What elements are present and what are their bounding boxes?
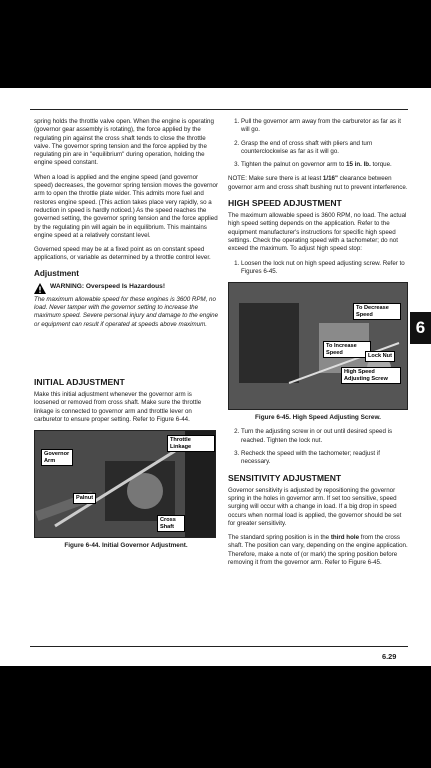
- figure-6-45-photo: [228, 282, 408, 410]
- paragraph: [228, 534, 408, 567]
- step-item: 2. Turn the adjusting screw in or out until desired speed is reached. Tighten the lock nut.: [241, 428, 408, 445]
- section-tab: 6: [410, 312, 431, 344]
- label-high-speed-adjusting-screw: High Speed Adjusting Screw: [341, 367, 401, 384]
- warning-icon: [34, 283, 46, 294]
- left-column: [34, 118, 218, 556]
- warning-body: The maximum allowable speed for these engines is 3600 RPM, no load. Never tamper with the governor setting to increase the maximum speed. Severe personal injury and damage to the engine or equipment can result if operated at speeds above maximum.: [34, 295, 219, 328]
- label-palnut: Palnut: [73, 493, 96, 503]
- paragraph: spring holds the throttle valve open. When the engine is operating (governor gear assembly is rotating), the force applied by the regulating pin against the cross shaft tends to close the throttle valve. The governor spring tension and the force applied by the regulating pin are in "equilibrium" during operation, holding the engine speed constant.: [34, 118, 214, 167]
- paragraph: When a load is applied and the engine speed (and governor speed) decreases, the governor spring tension moves the governor arm to open the throttle plate wider. This admits more fuel and restores engine speed. (This action takes place very rapidly, so a reduction in speed is hardly noticed.) As the speed reaches the governed setting, the governor spring tension and the force applied by the regulating pin will again be in equilibrium. This maintains engine speed at a relatively constant level.: [34, 173, 219, 239]
- paragraph: The maximum allowable speed is 3600 RPM, no load. The actual high speed setting depends on the application. Refer to the equipment manufacturer's instructions for specific high speed settings. Check the operating speed with a tachometer; do not exceed the maximum. To adjust high speed stop:: [228, 212, 407, 253]
- initial-steps-list: [228, 118, 408, 169]
- sens-text: The standard spring position is in the: [228, 534, 331, 542]
- step-item: [241, 161, 408, 169]
- step-item: 2. Grasp the end of cross shaft with pliers and turn counterclockwise as far as it will go.: [241, 140, 408, 157]
- note-text: NOTE: Make sure there is at least: [228, 175, 323, 183]
- step-item: 1. Loosen the lock nut on high speed adjusting screw. Refer to Figures 6-45.: [241, 260, 408, 277]
- label-to-decrease-speed: To Decrease Speed: [353, 303, 401, 320]
- sens-third-hole: third hole: [330, 534, 360, 542]
- paragraph: Governor sensitivity is adjusted by repositioning the governor spring in the holes in governor arm. If set too sensitive, speed surging will occur with a change in load. If a big drop in speed occurs when normal load is applied, the governor should be set for greater sensitivity.: [228, 486, 402, 527]
- step-item: 3. Recheck the speed with the tachometer; readjust if necessary.: [241, 450, 408, 467]
- paragraph: Make this initial adjustment whenever the governor arm is loosened or removed from cross shaft. Make sure the throttle linkage is connected to governor arm and throttle lever on carburetor to ensure proper setting. Refer to Figure 6-44.: [34, 390, 202, 423]
- initial-adjustment-heading: INITIAL ADJUSTMENT: [34, 376, 125, 387]
- figure-6-44-photo: [34, 430, 216, 538]
- label-cross-shaft: Cross Shaft: [157, 515, 185, 532]
- note-clearance: 1/16": [322, 175, 338, 183]
- manual-page: [0, 88, 431, 666]
- top-rule: [30, 109, 408, 110]
- adjustment-heading: Adjustment: [34, 268, 80, 278]
- figure-6-44-caption: Figure 6-44. Initial Governor Adjustment.: [64, 542, 188, 550]
- high-speed-steps-list: [228, 260, 408, 277]
- step3-text: Tighten the palnut on governor arm to: [241, 161, 347, 169]
- bottom-rule: [30, 646, 408, 647]
- warning-title: [34, 283, 218, 294]
- page-number: 6.29: [382, 652, 397, 661]
- label-to-increase-speed: To Increase Speed: [323, 341, 371, 358]
- step3-torque: 15 in. lb.: [346, 161, 371, 169]
- sensitivity-heading: SENSITIVITY ADJUSTMENT: [228, 472, 342, 483]
- right-column: [228, 118, 408, 573]
- note-text-end: clearance between governor arm and cross shaft bushing nut to prevent interference.: [228, 175, 408, 191]
- sens-text-end: from the cross shaft. The position can vary, depending on the engine application. Therefore, make a note of (or mark) the spring position before removing it from the governor arm. Refer to Figure 6-45.: [228, 534, 408, 567]
- high-speed-heading: HIGH SPEED ADJUSTMENT: [228, 198, 342, 209]
- paragraph: Governed speed may be at a fixed point as on constant speed applications, or variable as determined by a throttle control lever.: [34, 246, 211, 262]
- warning-title-text: WARNING: Overspeed Is Hazardous!: [50, 282, 166, 290]
- label-governor-arm: Governor Arm: [41, 449, 73, 466]
- figure-6-45-caption: Figure 6-45. High Speed Adjusting Screw.: [255, 414, 381, 422]
- adjusting-screw-photo-illustration: [229, 283, 407, 409]
- label-throttle-linkage: Throttle Linkage: [167, 435, 215, 452]
- step3-text-end: torque.: [370, 161, 392, 169]
- step-item: 1. Pull the governor arm away from the carburetor as far as it will go.: [241, 118, 408, 135]
- high-speed-steps-list-2: [228, 428, 408, 466]
- note: [228, 175, 408, 192]
- label-lock-nut: Lock Nut: [365, 351, 395, 361]
